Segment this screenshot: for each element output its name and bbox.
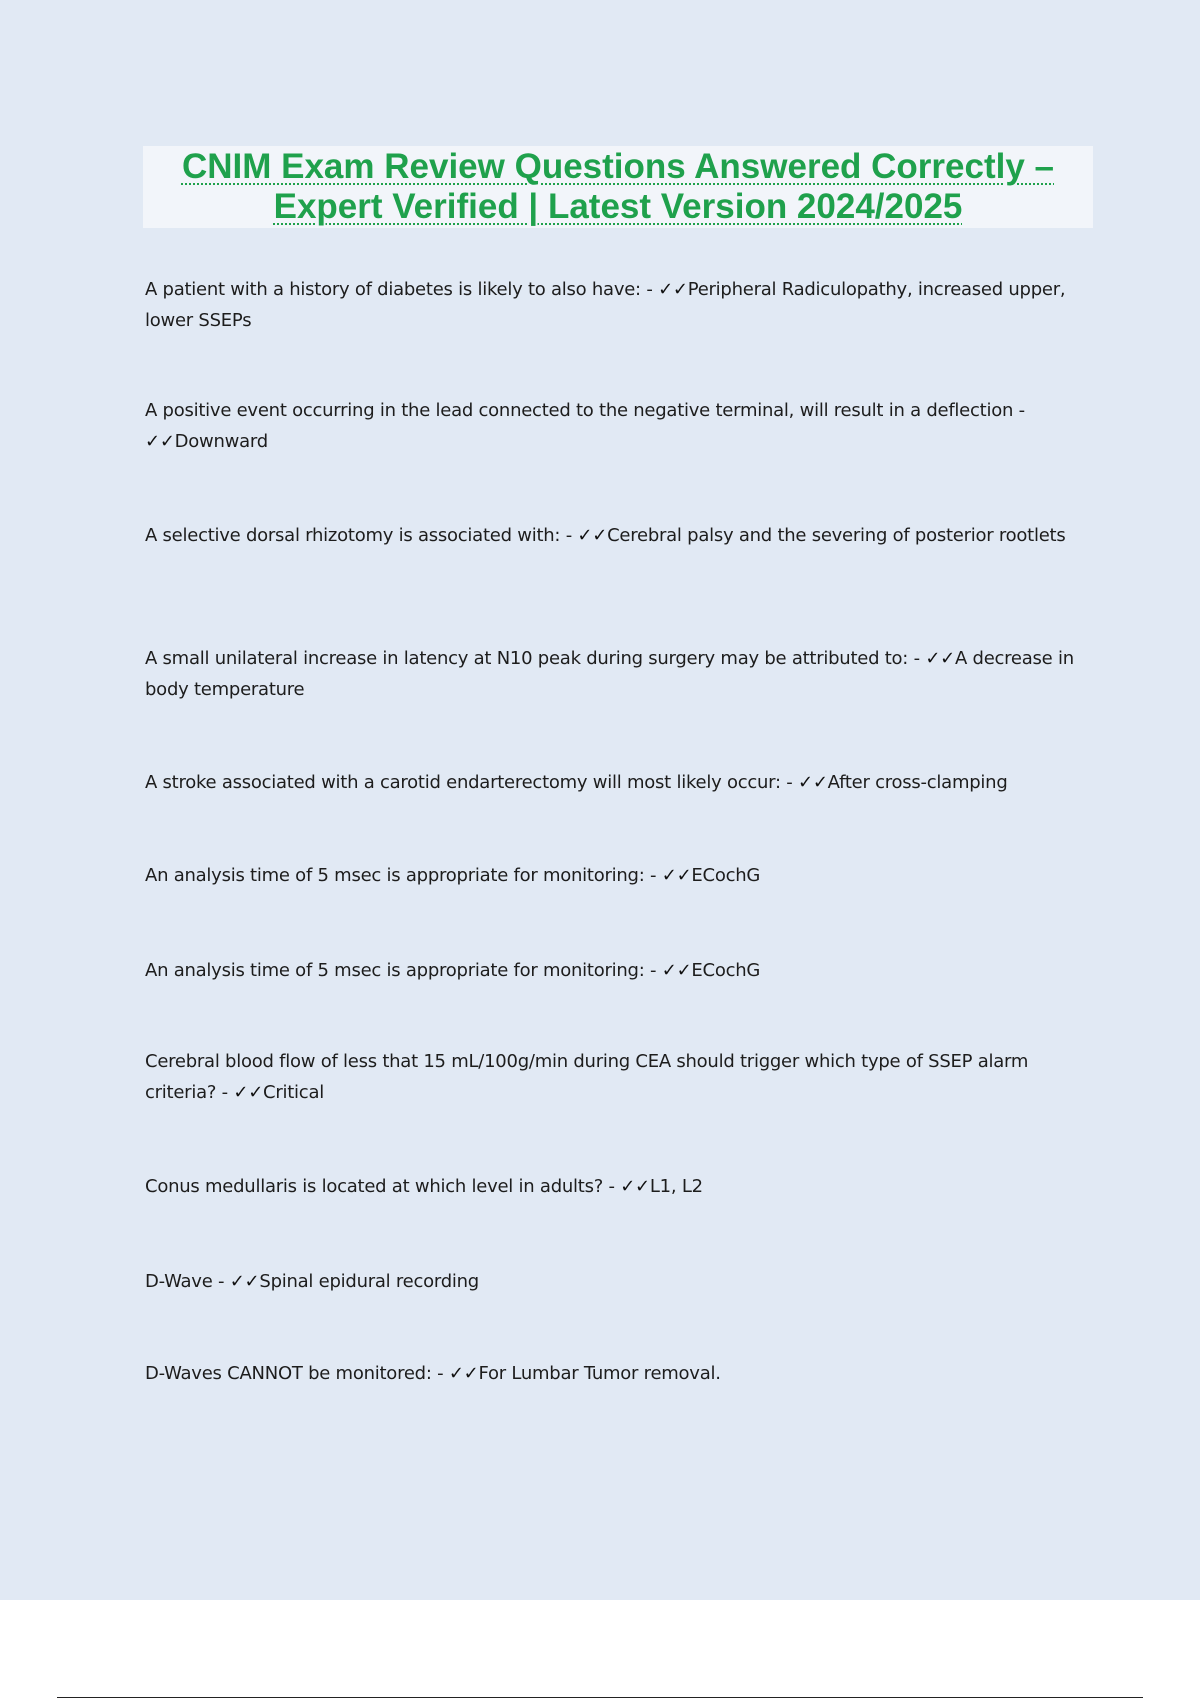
qa-item <box>145 1046 1090 1108</box>
double-check-icon: ✓✓ <box>448 1363 479 1384</box>
qa-item <box>145 520 1090 551</box>
double-check-icon: ✓✓ <box>661 865 692 886</box>
question-text: D-Waves CANNOT be monitored: - <box>145 1363 449 1384</box>
qa-item <box>145 274 1090 336</box>
qa-item <box>145 1266 1090 1297</box>
double-check-icon: ✓✓ <box>620 1176 650 1197</box>
double-check-icon: ✓✓ <box>925 648 955 669</box>
question-text: A small unilateral increase in latency at N10 peak during surgery may be attributed to: - <box>145 648 926 669</box>
double-check-icon: ✓✓ <box>233 1082 264 1103</box>
qa-item <box>145 395 1090 457</box>
answer-text: Cerebral palsy and the severing of posterior rootlets <box>607 525 1066 546</box>
question-text: A stroke associated with a carotid endarterectomy will most likely occur: - <box>145 772 798 793</box>
qa-item <box>145 955 1090 986</box>
double-check-icon: ✓✓ <box>658 279 688 300</box>
question-text: Cerebral blood flow of less that 15 mL/100g/min during CEA should trigger which type of SSEP alarm criteria? - <box>145 1051 1029 1103</box>
question-text: D-Wave - <box>145 1271 230 1292</box>
footer-divider <box>57 1697 1143 1698</box>
double-check-icon: ✓✓ <box>145 431 175 452</box>
qa-item <box>145 1171 1090 1202</box>
qa-item <box>145 767 1090 798</box>
answer-text: Peripheral Radiculopathy, increased upper, lower SSEPs <box>145 279 1066 331</box>
double-check-icon: ✓✓ <box>661 960 692 981</box>
double-check-icon: ✓✓ <box>577 525 608 546</box>
answer-text: Critical <box>263 1082 324 1103</box>
question-text: A patient with a history of diabetes is likely to also have: - <box>145 279 659 300</box>
question-text: A selective dorsal rhizotomy is associated with: - <box>145 525 578 546</box>
title-box <box>143 146 1093 228</box>
document-title-line-2: Expert Verified | Latest Version 2024/2025 <box>273 187 963 226</box>
answer-text: Downward <box>174 431 268 452</box>
answer-text: Spinal epidural recording <box>259 1271 479 1292</box>
qa-item <box>145 1358 1090 1389</box>
qa-item <box>145 643 1090 705</box>
qa-item <box>145 860 1090 891</box>
answer-text: A decrease in body temperature <box>145 648 1074 700</box>
question-text: An analysis time of 5 msec is appropriate for monitoring: - <box>145 865 662 886</box>
answer-text: For Lumbar Tumor removal. <box>478 1363 721 1384</box>
document-title-line-1: CNIM Exam Review Questions Answered Correctly – <box>181 147 1055 186</box>
answer-text: After cross-clamping <box>827 772 1008 793</box>
answer-text: ECochG <box>691 865 761 886</box>
answer-text: ECochG <box>691 960 761 981</box>
question-text: Conus medullaris is located at which level in adults? - <box>145 1176 621 1197</box>
question-text: An analysis time of 5 msec is appropriate for monitoring: - <box>145 960 662 981</box>
question-text: A positive event occurring in the lead connected to the negative terminal, will result in a deflection - <box>145 400 1025 421</box>
double-check-icon: ✓✓ <box>229 1271 260 1292</box>
answer-text: L1, L2 <box>649 1176 703 1197</box>
double-check-icon: ✓✓ <box>798 772 828 793</box>
